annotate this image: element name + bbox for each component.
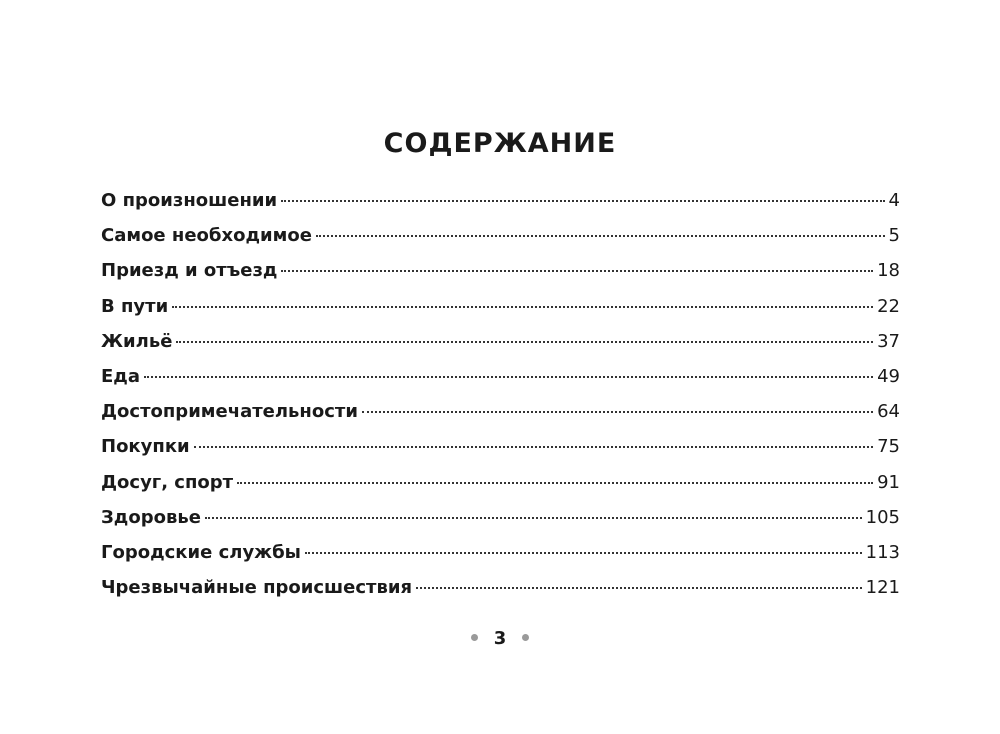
toc-entry-label: Здоровье [101,506,201,528]
toc-entry[interactable] [101,436,900,471]
toc-title: СОДЕРЖАНИЕ [383,128,617,159]
dot-leader [144,376,873,378]
toc-entry[interactable] [101,542,900,577]
toc-entry[interactable] [101,577,900,612]
toc-entry-label: Покупки [101,436,190,458]
dot-leader [305,552,862,554]
toc-entry[interactable] [101,366,900,401]
toc-entry-page: 75 [877,436,900,458]
toc-entry[interactable] [101,507,900,542]
toc-entry-label: Самое необходимое [101,225,312,247]
dot-leader [362,411,873,413]
toc-entry-page: 4 [888,190,900,211]
toc-entry-label: Достопримечательности [101,401,358,423]
toc-entry[interactable] [101,225,900,260]
toc-entry[interactable] [101,472,900,507]
toc-entry-label: Жильё [101,330,173,352]
toc-entry-label: Приезд и отъезд [101,260,278,282]
dot-leader [176,341,873,343]
page-footer [0,628,1000,649]
toc-entry-page: 91 [877,471,900,493]
toc-entry[interactable] [101,296,900,331]
dot-leader [281,200,884,202]
page-number: 3 [493,628,507,649]
toc-entry[interactable] [101,260,900,295]
toc-entry-page: 22 [877,295,900,317]
bullet-dot-icon [522,634,529,641]
toc-entry-label: В пути [101,295,169,317]
dot-leader [205,517,862,519]
toc-entry-page: 105 [865,506,900,528]
toc-entry-label: Городские службы [101,541,301,563]
dot-leader [416,587,862,589]
toc-entry-label: Чрезвычайные происшествия [101,577,413,599]
toc-list [101,190,900,612]
toc-entry-label: Досуг, спорт [101,471,234,493]
toc-entry-page: 5 [888,225,900,247]
dot-leader [172,306,873,308]
toc-entry[interactable] [101,190,900,225]
bullet-dot-icon [471,634,478,641]
dot-leader [316,235,885,237]
toc-entry-page: 64 [877,401,900,423]
toc-entry-label: Еда [101,365,140,387]
toc-entry-label: О произношении [101,190,278,211]
dot-leader [281,270,873,272]
toc-entry-page: 37 [877,330,900,352]
toc-entry-page: 18 [877,260,900,282]
toc-entry[interactable] [101,331,900,366]
toc-entry-page: 121 [865,577,900,599]
dot-leader [194,446,873,448]
dot-leader [237,482,873,484]
toc-entry[interactable] [101,401,900,436]
toc-entry-page: 113 [865,541,900,563]
toc-entry-page: 49 [877,365,900,387]
